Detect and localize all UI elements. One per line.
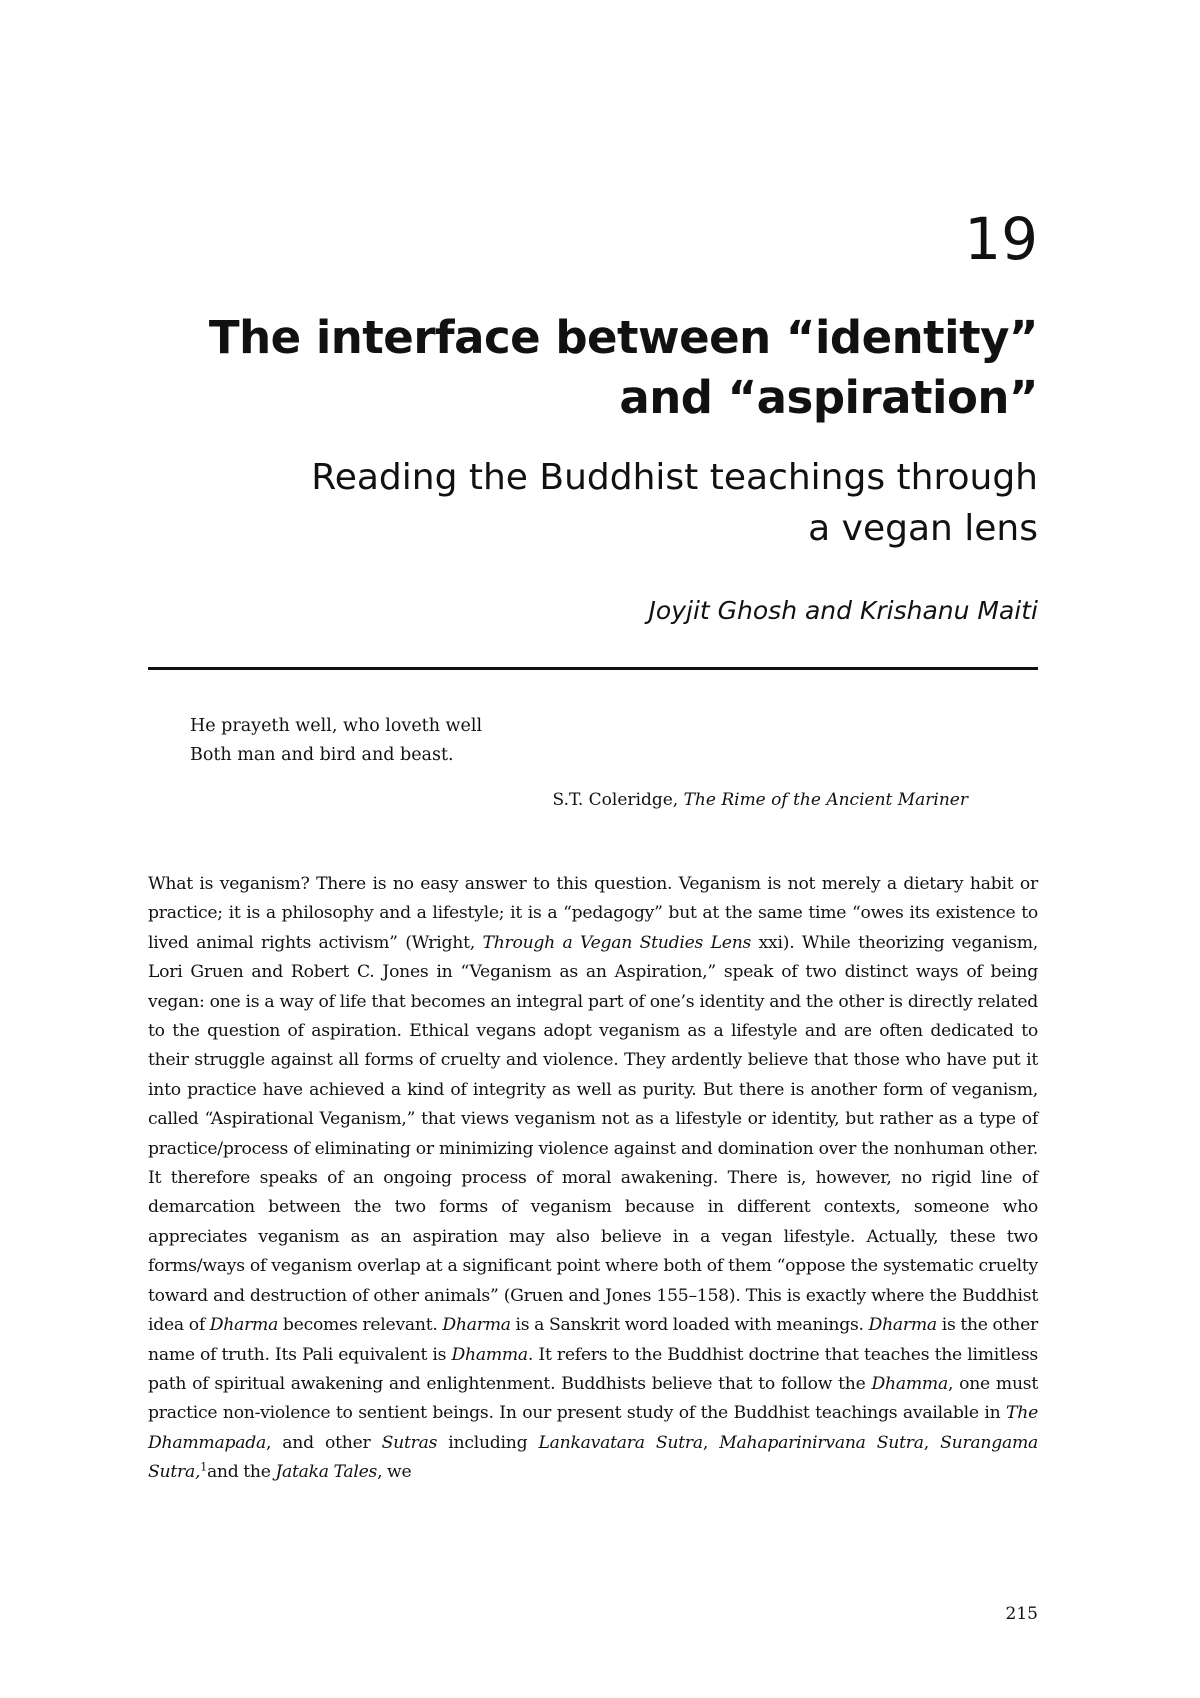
body-text-segment-italic: Lankavatara Sutra xyxy=(538,1432,703,1453)
body-text-segment: , xyxy=(702,1432,720,1453)
chapter-title-line: The interface between “identity” xyxy=(208,311,1038,364)
body-text-segment-italic: Dharma xyxy=(442,1315,511,1336)
body-text-segment: , one must practice non-violence to sentient beings. In our present study of the Buddhist teachings available in xyxy=(148,1373,1038,1424)
epigraph-line: He prayeth well, who loveth well xyxy=(190,716,483,736)
body-text-segment-italic: Surangama Sutra, xyxy=(148,1432,1039,1483)
body-text-segment: and the xyxy=(206,1462,276,1483)
chapter-authors: Joyjit Ghosh and Krishanu Maiti xyxy=(648,596,1038,625)
epigraph xyxy=(190,712,970,770)
body-text-segment-italic: Jataka Tales xyxy=(275,1462,378,1483)
body-text-segment-italic: Through a Vegan Studies Lens xyxy=(482,932,752,953)
footnote-marker[interactable]: 1 xyxy=(200,1460,207,1474)
chapter-subtitle-line: a vegan lens xyxy=(808,508,1038,549)
body-text-segment: xxi). While theorizing veganism, Lori Gruen and Robert C. Jones in “Veganism as an Aspiration,” speak of two distinct ways of being vegan: one is a way of life that becomes an integral part of one’s identity and the other is directly related to the question of aspiration. Ethical vegans adopt veganism as a lifestyle and are often dedicated to their struggle against all forms of cruelty and violence. They ardently believe that those who have put it into practice have achieved a kind of integrity as well as purity. But there is another form of veganism, called “Aspirational Veganism,” that views veganism not as a lifestyle or identity, but rather as a type of practice/process of eliminating or minimizing violence against and domination over the nonhuman other. It therefore speaks of an ongoing process of moral awakening. There is, however, no rigid line of demarcation between the two forms of veganism because in different contexts, someone who appreciates veganism as an aspiration may also believe in a vegan lifestyle. Actually, these two forms/ways of veganism overlap at a significant point where both of them “oppose the systematic cruelty toward and destruction of other animals” (Gruen and Jones 155–158). This is exactly where the Buddhist idea of xyxy=(148,932,1038,1336)
epigraph-attribution-work: The Rime of the Ancient Mariner xyxy=(683,790,968,810)
body-text-segment: is the other name of truth. Its Pali equivalent is xyxy=(148,1315,1038,1365)
epigraph-attribution-author: S.T. Coleridge, xyxy=(552,790,679,810)
body-text-segment: becomes relevant. xyxy=(278,1315,443,1336)
chapter-title-line: and “aspiration” xyxy=(619,371,1038,424)
chapter-title xyxy=(138,308,1038,428)
chapter-subtitle xyxy=(138,452,1038,554)
body-text-segment: , we xyxy=(377,1462,412,1483)
body-text-segment-italic: Sutras xyxy=(381,1432,438,1453)
body-text-segment: What is veganism? There is no easy answer to this question. Veganism is not merely a dietary habit or practice; it is a philosophy and a lifestyle; it is a “pedagogy” but at the same time “owes its existence to lived animal rights activism” (Wright, xyxy=(148,874,1038,953)
body-text-segment: is a Sanskrit word loaded with meanings. xyxy=(510,1315,869,1336)
body-text-segment-italic: Dharma xyxy=(209,1315,279,1336)
body-paragraph xyxy=(148,870,1038,1488)
body-text-segment: , and other xyxy=(265,1432,382,1453)
body-text-segment-italic: Dhamma xyxy=(451,1344,528,1365)
body-text-segment-italic: The Dhammapada xyxy=(148,1403,1038,1453)
epigraph-line: Both man and bird and beast. xyxy=(190,745,454,765)
body-text-segment-italic: Dharma xyxy=(868,1315,937,1336)
title-divider xyxy=(148,667,1038,670)
body-text-segment: . It refers to the Buddhist doctrine that teaches the limitless path of spiritual awakening and enlightenment. Buddhists believe that to follow the xyxy=(148,1344,1038,1394)
epigraph-attribution xyxy=(368,786,968,815)
chapter-number: 19 xyxy=(964,205,1038,273)
body-text-segment: including xyxy=(437,1432,539,1453)
body-text-segment-italic: Mahaparinirvana Sutra xyxy=(719,1432,924,1453)
page-number: 215 xyxy=(1005,1604,1038,1624)
body-text-segment: , xyxy=(923,1432,941,1453)
chapter-subtitle-line: Reading the Buddhist teachings through xyxy=(311,457,1038,498)
body-text-segment-italic: Dhamma xyxy=(871,1373,948,1394)
